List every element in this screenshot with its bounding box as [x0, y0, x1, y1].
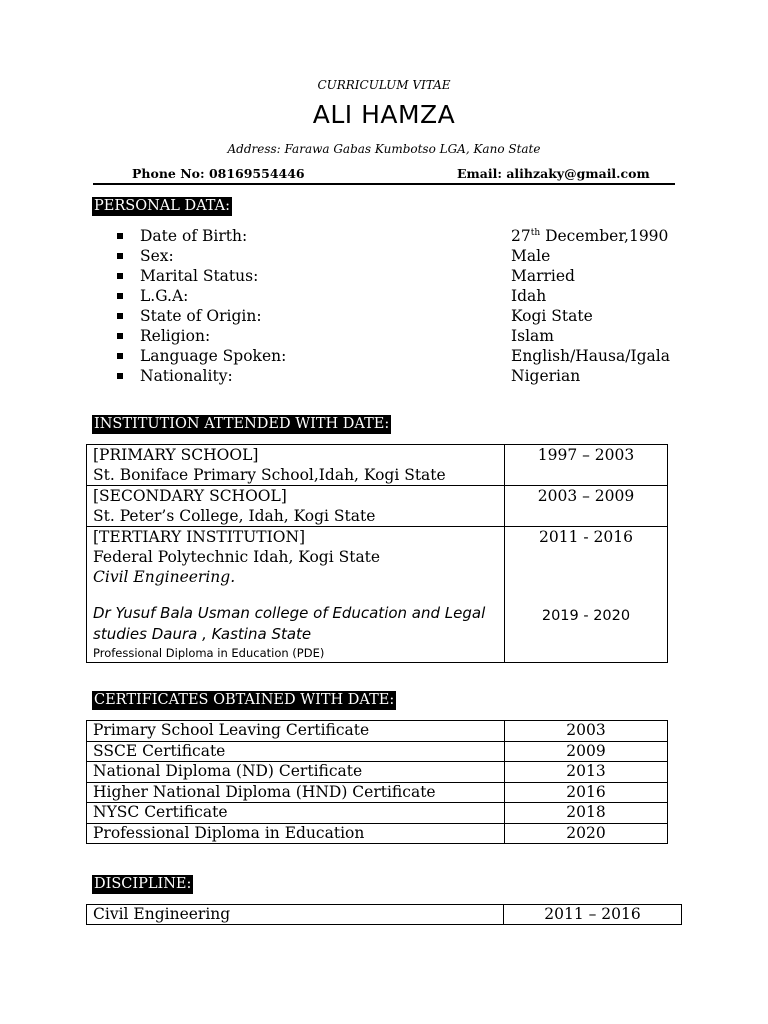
school-level: [SECONDARY SCHOOL] — [93, 487, 287, 505]
discipline-years: 2011 – 2016 — [504, 905, 682, 925]
table-row — [87, 741, 668, 762]
certificates-heading: CERTIFICATES OBTAINED WITH DATE: — [94, 692, 395, 708]
personal-data-label: Religion: — [140, 327, 211, 345]
email-address: Email: alihzaky@gmail.com — [457, 166, 650, 181]
discipline-name: Civil Engineering — [87, 905, 504, 925]
personal-data-value: 27th December,1990 — [511, 227, 669, 245]
bullet-icon — [117, 253, 123, 259]
institutions-heading: INSTITUTION ATTENDED WITH DATE: — [94, 416, 390, 432]
school-name: St. Boniface Primary School,Idah, Kogi State — [93, 466, 446, 484]
personal-data-item — [112, 306, 712, 326]
personal-data-value: Kogi State — [511, 307, 593, 325]
school-name-2: Dr Yusuf Bala Usman college of Education and Legal studies Daura , Kastina State — [93, 604, 486, 643]
bullet-icon — [117, 273, 123, 279]
table-row — [87, 905, 682, 925]
personal-data-label: Nationality: — [140, 367, 233, 385]
personal-data-label: Language Spoken: — [140, 347, 287, 365]
table-row — [87, 823, 668, 844]
personal-data-value: Married — [511, 267, 575, 285]
personal-data-item — [112, 326, 712, 346]
discipline-table — [86, 904, 682, 925]
course-name-2: Professional Diploma in Education (PDE) — [93, 646, 325, 660]
personal-data-value: Nigerian — [511, 367, 581, 385]
bullet-icon — [117, 333, 123, 339]
personal-data-item — [112, 366, 712, 386]
certificate-year: 2009 — [505, 741, 668, 762]
bullet-icon — [117, 293, 123, 299]
personal-data-item — [112, 346, 712, 366]
certificate-name: NYSC Certificate — [87, 803, 505, 824]
table-row — [87, 803, 668, 824]
school-level: [PRIMARY SCHOOL] — [93, 446, 259, 464]
personal-data-value: Islam — [511, 327, 554, 345]
certificate-name: National Diploma (ND) Certificate — [87, 762, 505, 783]
cv-label: CURRICULUM VITAE — [317, 78, 451, 92]
personal-data-value: Idah — [511, 287, 547, 305]
personal-data-label: L.G.A: — [140, 287, 189, 305]
course-name: Civil Engineering. — [93, 568, 236, 586]
personal-data-item — [112, 266, 712, 286]
school-name: St. Peter’s College, Idah, Kogi State — [93, 507, 376, 525]
bullet-icon — [117, 373, 123, 379]
institution-cell — [87, 486, 505, 527]
certificates-table — [86, 720, 668, 844]
years-cell: 1997 – 2003 — [505, 445, 668, 486]
years-cell — [505, 527, 668, 663]
bullet-icon — [117, 353, 123, 359]
school-name: Federal Polytechnic Idah, Kogi State — [93, 548, 381, 566]
certificate-name: Higher National Diploma (HND) Certificate — [87, 782, 505, 803]
discipline-heading: DISCIPLINE: — [94, 876, 192, 892]
personal-data-item — [112, 226, 712, 246]
years-value-2: 2019 - 2020 — [541, 608, 631, 624]
table-row — [87, 782, 668, 803]
address: Address: Farawa Gabas Kumbotso LGA, Kano State — [227, 142, 541, 156]
table-row — [87, 527, 668, 663]
personal-data-label: Sex: — [140, 247, 174, 265]
certificate-year: 2013 — [505, 762, 668, 783]
table-row — [87, 762, 668, 783]
certificate-year: 2018 — [505, 803, 668, 824]
candidate-name: ALI HAMZA — [312, 100, 456, 129]
table-row — [87, 486, 668, 527]
table-row — [87, 721, 668, 742]
certificate-year: 2003 — [505, 721, 668, 742]
personal-data-heading: PERSONAL DATA: — [94, 198, 231, 214]
personal-data-label: Marital Status: — [140, 267, 259, 285]
certificate-year: 2020 — [505, 823, 668, 844]
personal-data-list — [112, 226, 712, 386]
certificate-year: 2016 — [505, 782, 668, 803]
certificate-name: SSCE Certificate — [87, 741, 505, 762]
personal-data-value: Male — [511, 247, 551, 265]
institutions-table — [86, 444, 668, 663]
years-value: 2011 - 2016 — [539, 528, 633, 546]
header-divider — [93, 183, 675, 185]
personal-data-label: State of Origin: — [140, 307, 262, 325]
years-cell: 2003 – 2009 — [505, 486, 668, 527]
institution-cell — [87, 445, 505, 486]
table-row — [87, 445, 668, 486]
certificate-name: Primary School Leaving Certificate — [87, 721, 505, 742]
school-level: [TERTIARY INSTITUTION] — [93, 528, 306, 546]
personal-data-value: English/Hausa/Igala — [511, 347, 670, 365]
bullet-icon — [117, 313, 123, 319]
institution-cell — [87, 527, 505, 663]
personal-data-item — [112, 246, 712, 266]
personal-data-label: Date of Birth: — [140, 227, 248, 245]
personal-data-item — [112, 286, 712, 306]
certificate-name: Professional Diploma in Education — [87, 823, 505, 844]
phone-number: Phone No: 08169554446 — [132, 166, 305, 181]
bullet-icon — [117, 233, 123, 239]
